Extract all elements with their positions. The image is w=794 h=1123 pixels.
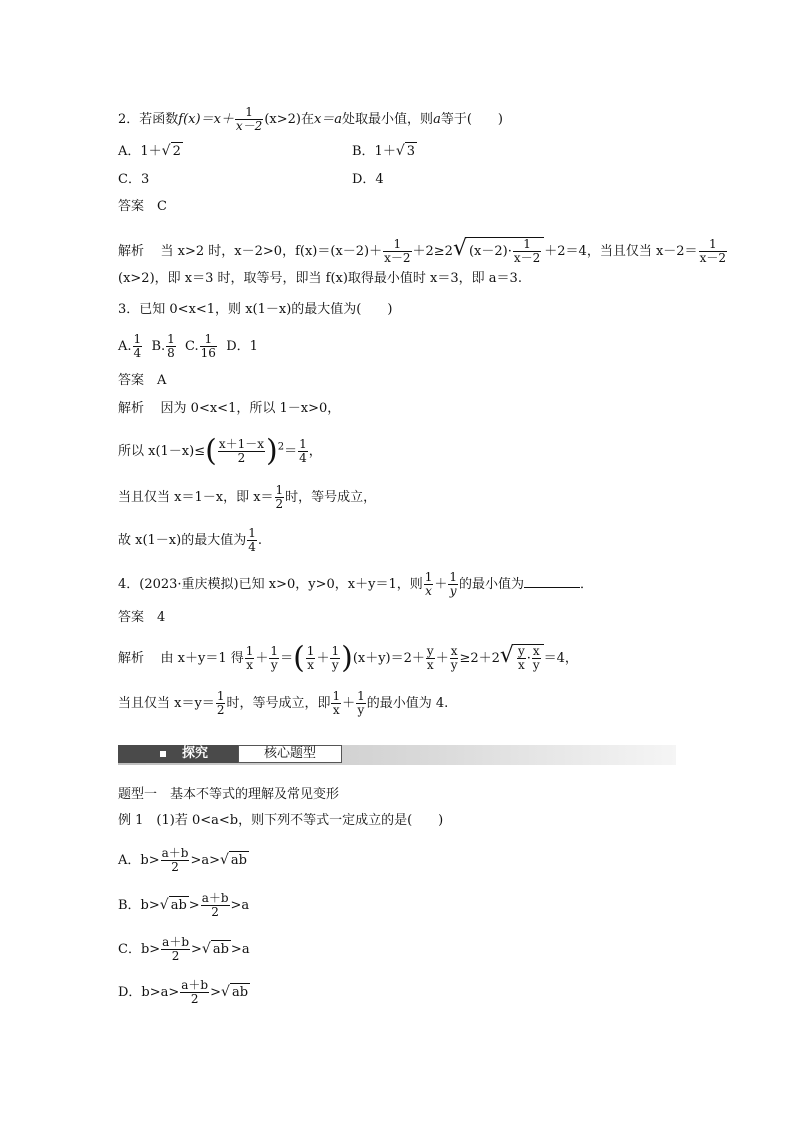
frac-den: x [426, 658, 434, 672]
option-text: D．b>a> [118, 985, 180, 1000]
solution-text: 当且仅当 x＝y＝ [118, 696, 215, 711]
frac-den: y [331, 658, 339, 672]
q2-fraction [235, 106, 263, 133]
frac-den: y [270, 658, 278, 672]
q3-options [118, 333, 258, 360]
fraction [275, 484, 285, 511]
frac-num: 1 [332, 689, 341, 703]
plus: ＋ [434, 577, 448, 592]
fraction [383, 238, 411, 265]
example1-stem: 例 1 (1)若 0<a<b，则下列不等式一定成立的是( ) [118, 813, 444, 828]
frac-num: 1 [216, 689, 225, 703]
frac-num: 1 [449, 570, 458, 584]
frac-den: 2 [216, 703, 225, 717]
q4-stem-text: 4．(2023·重庆模拟)已知 x>0，y>0，x＋y＝1，则 [118, 577, 423, 592]
frac-num: 1 [133, 332, 142, 346]
fraction [426, 645, 435, 672]
option-text: >a> [190, 853, 220, 868]
frac-num: 1 [235, 106, 263, 120]
radicand: ab [231, 985, 249, 1000]
option-text: >a [230, 898, 250, 913]
frac-den: x [332, 703, 340, 717]
q3-solution-line1 [118, 400, 340, 418]
q4-stem [118, 571, 593, 598]
section-label: 探究 [182, 746, 209, 761]
frac-den: 2 [171, 860, 179, 874]
solution-text: 所以 x(1－x)≤ [118, 444, 206, 459]
frac-num: 1 [383, 238, 411, 252]
radicand: ab [170, 898, 187, 913]
radicand: 2 [172, 144, 181, 159]
solution-text: 的最小值为 4. [366, 696, 449, 711]
option-label: A．1＋ [118, 144, 162, 159]
solution-text: ＋2≥2 [412, 244, 453, 259]
option-text: > [188, 898, 200, 913]
q3-solution-line2 [118, 433, 322, 469]
punct: . [257, 533, 262, 548]
frac-num: a＋b [201, 891, 229, 905]
section-banner-dark [118, 745, 238, 763]
frac-num: 1 [299, 437, 307, 451]
frac-num: a＋b [161, 846, 189, 860]
radicand [514, 644, 544, 672]
frac-den: 16 [200, 346, 216, 360]
frac-num: x [532, 644, 540, 658]
frac-num: 1 [331, 644, 340, 658]
fraction [532, 645, 541, 672]
frac-num: x [450, 644, 458, 658]
fraction [330, 645, 340, 672]
equals: ＝ [284, 444, 298, 459]
frac-den: 2 [211, 905, 219, 919]
q2-option-a [118, 142, 183, 161]
type1-heading: 题型一 基本不等式的理解及常见变形 [118, 787, 340, 802]
q2-stem-text-2: 处取最小值，则 [342, 112, 434, 127]
q4-stem-text: 的最小值为 [459, 577, 525, 592]
q2-answer: 答案 C [118, 199, 167, 214]
frac-den: x [307, 658, 314, 672]
frac-num: 1 [270, 644, 279, 658]
solution-text: ＝4， [543, 651, 578, 666]
option-b-label: B. [151, 339, 166, 354]
fraction [424, 571, 434, 598]
option-text: A．b> [118, 853, 160, 868]
sqrt-symbol: √ [395, 143, 405, 159]
option-b-fraction [166, 333, 176, 360]
frac-den: x [517, 658, 525, 672]
frac-num: 1 [248, 526, 256, 540]
q3-solution-line4 [118, 527, 262, 554]
solution-label: 解析 [118, 244, 145, 259]
frac-num: 1 [424, 570, 433, 584]
plus: ＋ [342, 696, 356, 711]
sqrt-symbol: √ [159, 897, 169, 913]
frac-den: y [450, 658, 458, 672]
fraction [450, 645, 459, 672]
q3-answer: 答案 A [118, 373, 167, 388]
example1-option-c [118, 936, 250, 963]
q2-function: f(x)＝x＋ [178, 112, 234, 127]
frac-num: 1 [167, 332, 175, 346]
answer-blank [524, 587, 580, 588]
fraction [218, 438, 265, 465]
fraction [356, 690, 366, 717]
q2-option-c: C．3 [118, 172, 150, 187]
option-c-label: C. [185, 339, 199, 354]
frac-den: 2 [190, 992, 199, 1006]
fraction [161, 936, 190, 963]
solution-text: 时，等号成立，即 [226, 696, 331, 711]
frac-den: y [532, 658, 540, 672]
solution-text: 当 x>2 时，x－2>0，f(x)＝(x－2)＋ [160, 244, 383, 259]
q2-solution-line2: (x>2)，即 x＝3 时，取等号，即当 f(x)取得最小值时 x＝3，即 a＝3. [118, 271, 522, 286]
frac-den: 4 [133, 346, 142, 360]
option-a-fraction [133, 333, 143, 360]
q2-x-eq-a: x＝a [313, 112, 343, 127]
frac-num: 1 [275, 483, 284, 497]
fraction [331, 690, 341, 717]
frac-den: 4 [299, 451, 307, 465]
frac-num: 1 [245, 644, 254, 658]
frac-den: 2 [275, 497, 284, 511]
q2-solution [118, 237, 728, 265]
option-a-label: A. [118, 339, 132, 354]
right-paren: ) [341, 640, 353, 676]
section-banner [118, 745, 676, 765]
sqrt-symbol: √ [221, 984, 230, 1000]
solution-label: 解析 [118, 401, 145, 416]
q4-answer: 答案 4 [118, 610, 166, 625]
fraction [180, 979, 209, 1006]
q2-stem [118, 106, 503, 133]
fraction [448, 571, 458, 598]
solution-text: ≥2＋2 [459, 651, 500, 666]
plus: ＋ [435, 651, 449, 666]
section-sublabel: 核心题型 [238, 745, 342, 763]
left-paren: ( [293, 640, 305, 676]
frac-den: x－2 [513, 251, 541, 265]
frac-den: 2 [171, 949, 180, 963]
option-text: > [191, 942, 202, 957]
option-text: > [210, 985, 222, 1000]
example1-option-b [118, 892, 249, 919]
option-label: B．1＋ [352, 144, 396, 159]
sqrt-symbol: √ [220, 852, 229, 868]
option-d: D．1 [226, 339, 258, 354]
frac-den: 8 [167, 346, 175, 360]
frac-den: y [357, 703, 365, 717]
frac-den: x [425, 584, 432, 598]
option-text: C．b> [118, 942, 161, 957]
q2-option-d: D．4 [352, 172, 384, 187]
frac-den: x [246, 658, 253, 672]
fraction [201, 892, 230, 919]
frac-num: 1 [513, 238, 541, 252]
left-paren: ( [205, 433, 217, 469]
radicand-text: (x－2)· [468, 244, 512, 259]
plus: ＋ [255, 651, 269, 666]
solution-text: 故 x(1－x)的最大值为 [118, 533, 247, 548]
option-c-fraction [200, 333, 217, 360]
solution-text: 时，等号成立， [285, 490, 377, 505]
frac-num: x＋1－x [218, 437, 264, 451]
fraction [216, 690, 226, 717]
frac-num: 1 [306, 644, 315, 658]
frac-num: 1 [200, 333, 217, 347]
option-text: B．b> [118, 898, 160, 913]
frac-den: y [449, 584, 457, 598]
plus: ＋ [316, 651, 330, 666]
frac-den: x－2 [235, 119, 263, 133]
punct: ， [308, 444, 322, 459]
fraction [298, 438, 308, 465]
frac-num: a＋b [162, 935, 190, 949]
sqrt-symbol: √ [452, 236, 467, 261]
solution-text: 因为 0<x<1，所以 1－x>0， [160, 401, 341, 416]
fraction [269, 645, 279, 672]
fraction [513, 238, 541, 265]
q3-stem: 3．已知 0<x<1，则 x(1－x)的最大值为( ) [118, 302, 393, 317]
frac-num: 1 [699, 238, 727, 252]
fraction [306, 645, 316, 672]
fraction [517, 645, 526, 672]
option-text: >a [230, 942, 250, 957]
radicand: ab [212, 942, 229, 957]
square-bullet-icon [160, 751, 166, 757]
solution-text: 当且仅当 x＝1－x，即 x＝ [118, 490, 274, 505]
frac-num: y [426, 644, 434, 658]
q2-stem-end: 等于( ) [440, 112, 503, 127]
equals: ＝ [280, 651, 294, 666]
q2-option-b [352, 142, 417, 161]
solution-text: (x＋y)＝2＋ [352, 651, 425, 666]
frac-den: x－2 [699, 251, 726, 265]
example1-option-d [118, 979, 250, 1006]
dot: · [526, 651, 531, 666]
punct: ． [580, 577, 594, 592]
sqrt-symbol: √ [161, 143, 171, 159]
frac-den: 4 [248, 540, 256, 554]
right-paren: ) [266, 433, 278, 469]
fraction [247, 527, 257, 554]
frac-num: a＋b [181, 978, 209, 992]
solution-text: 由 x＋y＝1 得 [160, 651, 244, 666]
example1-option-a [118, 847, 249, 874]
q2-domain: (x>2)在 [264, 112, 314, 127]
frac-num: 1 [357, 689, 365, 703]
exponent: 2 [277, 441, 285, 453]
q2-stem-text: 2．若函数 [118, 112, 179, 127]
radicand: 3 [406, 144, 416, 159]
solution-text: ＋2＝4，当且仅当 x－2＝ [544, 244, 698, 259]
q4-solution-line1 [118, 640, 578, 676]
fraction [161, 847, 190, 874]
sqrt-symbol: √ [201, 941, 211, 957]
q3-solution-line3 [118, 484, 376, 511]
q4-solution-line2 [118, 690, 448, 717]
frac-den: x－2 [384, 251, 411, 265]
sqrt-symbol: √ [499, 643, 514, 668]
radicand: ab [230, 853, 247, 868]
frac-den: 2 [237, 451, 246, 465]
q2-var-a: a [433, 112, 441, 127]
solution-label: 解析 [118, 651, 145, 666]
radicand [467, 237, 544, 265]
frac-num: y [517, 644, 525, 658]
fraction [245, 645, 255, 672]
fraction [699, 238, 727, 265]
